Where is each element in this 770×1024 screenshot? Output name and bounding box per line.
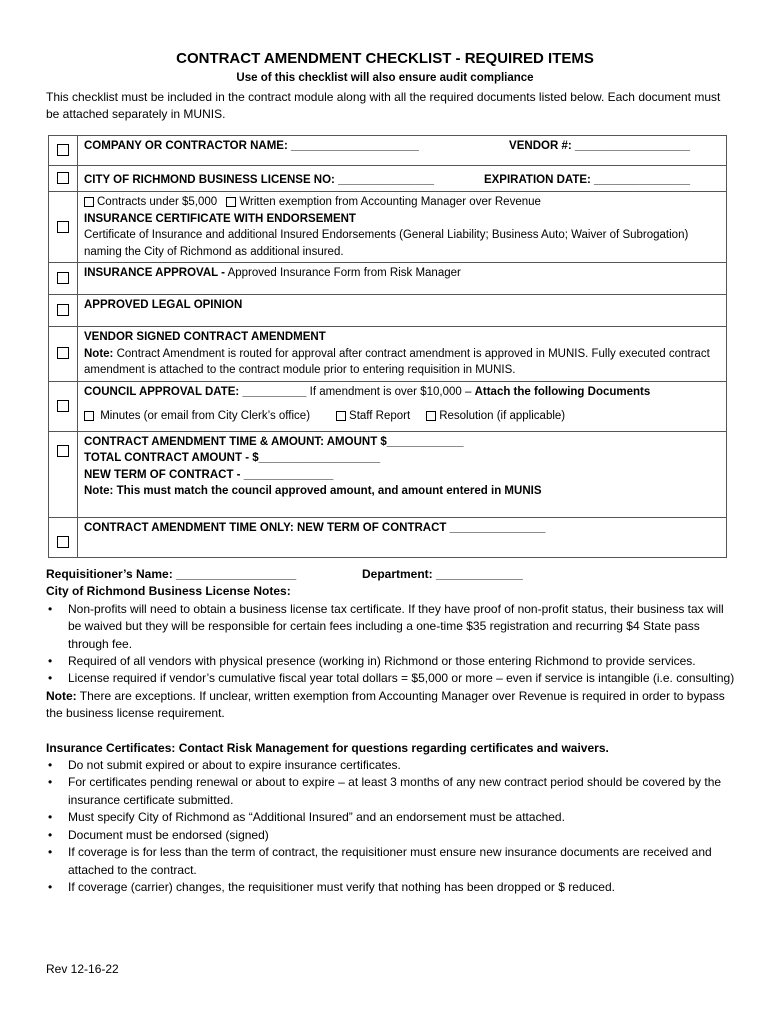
list-item: • Required of all vendors with physical presence (working in) Richmond or those entering Richmond to provide services. [46, 653, 736, 670]
checkbox-amount[interactable] [49, 431, 78, 517]
document-title: CONTRACT AMENDMENT CHECKLIST - REQUIRED ITEMS [176, 50, 594, 67]
council-mid: If amendment is over $10,000 – [309, 385, 472, 398]
note-label: Note: [84, 347, 114, 360]
insurance-notes-title: Insurance Certificates: Contact Risk Management for questions regarding certificates and waivers. [46, 740, 609, 755]
expiration-label: EXPIRATION DATE: _______________ [483, 174, 690, 186]
list-item: • License required if vendor’s cumulative fiscal year total dollars = $5,000 or more – even if service is intangible (i.e. consulting) [46, 670, 736, 687]
amount-note: Note: This must match the council approved amount, and amount entered in MUNIS [84, 485, 542, 497]
list-item: • Must specify City of Richmond as “Additional Insured” and an endorsement must be attached. [46, 809, 736, 826]
list-item: • Document must be endorsed (signed) [46, 827, 736, 844]
checkbox-approval[interactable] [49, 263, 78, 295]
row-approval [78, 263, 727, 295]
revision-label: Rev 12-16-22 [46, 962, 119, 976]
council-heading: COUNCIL APPROVAL DATE: __________ [84, 385, 307, 398]
insurance-notes-list [46, 757, 736, 896]
vendor-signed-heading: VENDOR SIGNED CONTRACT AMENDMENT [84, 331, 326, 343]
license-notes-list [46, 601, 736, 688]
note2-body: There are exceptions. If unclear, written exemption from Accounting Manager over Revenue is required in order to bypass the business license requirement. [46, 688, 725, 721]
council-tail: Attach the following Documents [474, 385, 651, 398]
staff-label: Staff Report [349, 410, 411, 422]
checkbox-insurance[interactable] [49, 192, 78, 263]
checkbox-staff[interactable] [336, 411, 346, 421]
new-term-line: NEW TERM OF CONTRACT - ______________ [84, 468, 334, 481]
list-item: • For certificates pending renewal or about to expire – at least 3 months of any new contract period should be covered by the insurance certificate submitted. [46, 774, 736, 809]
license-label: CITY OF RICHMOND BUSINESS LICENSE NO: _______________ [84, 174, 435, 186]
checkbox-company[interactable] [49, 136, 78, 166]
row-council [78, 381, 727, 431]
requisitioner-label: Requisitioner’s Name: __________________ [46, 567, 297, 581]
approval-heading: INSURANCE APPROVAL - [84, 267, 225, 279]
list-item: • Do not submit expired or about to expire insurance certificates. [46, 757, 736, 774]
vendor-label: VENDOR #: __________________ [509, 140, 690, 152]
approval-body: Approved Insurance Form from Risk Manager [227, 267, 461, 279]
note2-label: Note: [46, 688, 77, 703]
checkbox-legal[interactable] [49, 295, 78, 327]
department-label: Department: _____________ [362, 567, 523, 581]
checkbox-minutes[interactable] [84, 411, 94, 421]
minutes-label: Minutes (or email from City Clerk’s office) [100, 410, 311, 422]
checkbox-council[interactable] [49, 381, 78, 431]
list-item: • If coverage is for less than the term of contract, the requisitioner must ensure new insurance documents are received and attached to the contract. [46, 844, 736, 879]
checkbox-license[interactable] [49, 166, 78, 192]
row-legal [78, 295, 727, 327]
checkbox-vendor-signed[interactable] [49, 327, 78, 382]
amount-line: CONTRACT AMENDMENT TIME & AMOUNT: AMOUNT $____________ [84, 435, 464, 448]
row-amount [78, 431, 727, 517]
document-subtitle: Use of this checklist will also ensure audit compliance [236, 72, 534, 84]
row-vendor-signed [78, 327, 727, 382]
contracts-under-label: Contracts under $5,000 [97, 196, 218, 208]
insurance-heading: INSURANCE CERTIFICATE WITH ENDORSEMENT [84, 212, 356, 225]
row-company [78, 136, 727, 166]
written-exemption-label: Written exemption from Accounting Manager over Revenue [239, 196, 541, 208]
checkbox-resolution[interactable] [426, 411, 436, 421]
intro-text: This checklist must be included in the contract module along with all the required documents listed below. Each document must be attached separately in MUNIS. [46, 90, 721, 121]
note-body: Contract Amendment is routed for approval after contract amendment is approved in MUNIS. Fully executed contract amendment is attached to the contract module prior to entering requisition in MUNIS. [84, 347, 710, 376]
row-insurance [78, 192, 727, 263]
time-only-heading: CONTRACT AMENDMENT TIME ONLY: NEW TERM OF CONTRACT _______________ [84, 521, 546, 534]
checkbox-contracts-under[interactable] [84, 197, 94, 207]
row-time-only [78, 517, 727, 557]
insurance-body: Certificate of Insurance and additional Insured Endorsements (General Liability; Business Auto; Waiver of Subrogation) naming the City of Richmond as additional insured. [84, 229, 689, 258]
checklist-table [48, 135, 727, 558]
license-notes-title: City of Richmond Business License Notes: [46, 584, 291, 599]
checkbox-time-only[interactable] [49, 517, 78, 557]
notes-section [46, 566, 736, 896]
checkbox-written-exemption[interactable] [226, 197, 236, 207]
list-item: • Non-profits will need to obtain a business license tax certificate. If they have proof of non-profit status, their business tax will be waived but they will be responsible for certain fees including a one-time $35 registration and recurring $4 State pass through fee. [46, 601, 736, 653]
row-license [78, 166, 727, 192]
total-amount-line: TOTAL CONTRACT AMOUNT - $___________________ [84, 452, 381, 464]
resolution-label: Resolution (if applicable) [439, 410, 566, 422]
company-label: COMPANY OR CONTRACTOR NAME: ____________________ [84, 140, 419, 152]
list-item: • If coverage (carrier) changes, the requisitioner must verify that nothing has been dropped or $ reduced. [46, 879, 736, 896]
legal-heading: APPROVED LEGAL OPINION [84, 299, 243, 311]
